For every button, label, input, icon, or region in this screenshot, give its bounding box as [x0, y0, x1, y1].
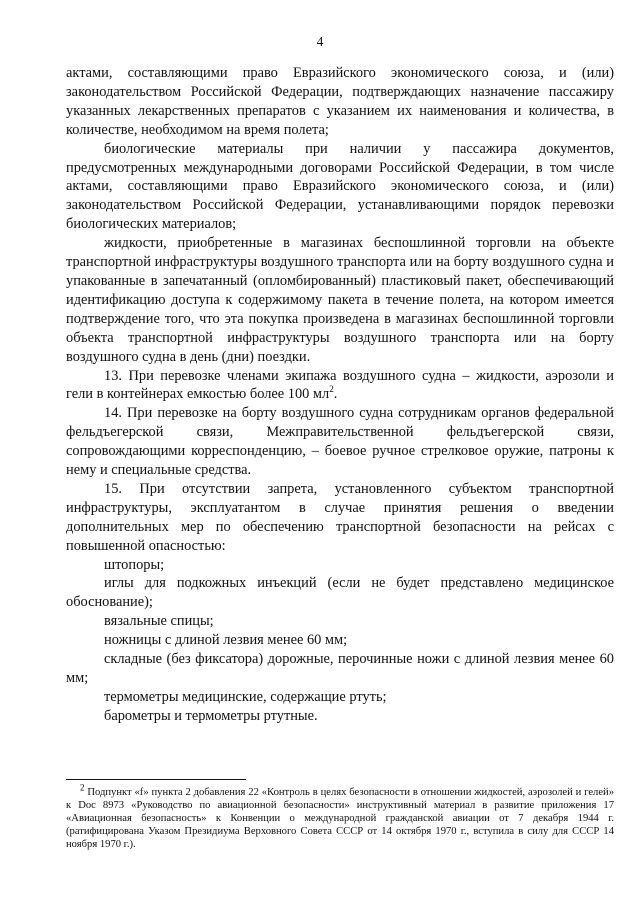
paragraph-item: [66, 404, 614, 480]
paragraph-item: [66, 234, 614, 366]
footnote: [66, 782, 614, 851]
paragraph-text: вязальные спицы;: [104, 613, 214, 630]
paragraph-text: актами, составляющими право Евразийского экономического союза, и (или) законодательством Российской Федерации, подтверждающих назначение пассажиру указанных лекарственных препаратов с указанием их наименования и количества, в количестве, необходимом на время полета;: [66, 65, 614, 138]
footnote-text: Подпункт «f» пункта 2 добавления 22 «Контроль в целях безопасности в отношении жидкостей, аэрозолей и гелей» к Doc 8973 «Руководство по авиационной безопасности» инструктивный материал в развитие приложения 17 «Авиационная безопасность» к Конвенции о международной гражданской авиации от 7 декабря 1944 г. (ратифицирована Указом Президиума Верховного Совета СССР от 14 октября 1970 г., вступила в силу для СССР 14 ноября 1970 г.).: [66, 787, 614, 851]
list-item: [66, 574, 614, 612]
paragraph-text: 14. При перевозке на борту воздушного судна сотрудникам органов федеральной фельдъегерской связи, Межправительственной фельдъегерской связи, сопровождающими корреспонденцию, – боевое ручное стрелковое оружие, патроны к нему и специальные средства.: [66, 405, 614, 479]
list-item: [66, 688, 614, 707]
footnote-divider: [66, 779, 246, 780]
list-item: [66, 612, 614, 631]
page-number: 4: [316, 34, 324, 49]
list-item: [66, 631, 614, 650]
paragraph-item: [66, 140, 614, 235]
list-item: [66, 556, 614, 575]
list-item: [66, 650, 614, 688]
footnote-ref: 2: [329, 384, 334, 395]
paragraph-text: 15. При отсутствии запрета, установленного субъектом транспортной инфраструктуры, эксплуатантом в случае принятия решения о введении дополнительных мер по обеспечению транспортной безопасности на рейсах с повышенной опасностью:: [66, 480, 614, 554]
paragraph-text: складные (без фиксатора) дорожные, перочинные ножи с длиной лезвия менее 60 мм;: [66, 651, 614, 686]
paragraph-text: жидкости, приобретенные в магазинах беспошлинной торговли на объекте транспортной инфраструктуры воздушного транспорта или на борту воздушного судна и упакованные в запечатанный (опломбированный) пластиковый пакет, обеспечивающий идентификацию доступа к содержимому пакета в течение полета, на котором имеется подтверждение того, что эта покупка произведена в магазинах беспошлинной торговли объекта транспортной инфраструктуры воздушного транспорта или на борту воздушного судна в день (дни) поездки.: [66, 235, 614, 365]
paragraph-text: ножницы с длиной лезвия менее 60 мм;: [104, 632, 348, 649]
paragraph-text: иглы для подкожных инъекций (если не будет представлено медицинское обоснование);: [66, 575, 614, 611]
document-body: [66, 64, 614, 726]
paragraph-text: барометры и термометры ртутные.: [104, 707, 318, 724]
footnote-marker: 2: [80, 782, 85, 793]
paragraph-text: биологические материалы при наличии у пассажира документов, предусмотренных международными договорами Российской Федерации, в том числе актами, составляющими право Евразийского экономического союза, и (или) законодательством Российской Федерации, устанавливающими порядок перевозки биологических материалов;: [66, 140, 614, 233]
paragraph-item: [66, 64, 614, 140]
paragraph-text: 13. При перевозке членами экипажа воздушного судна – жидкости, аэрозоли и гели в контейнерах емкостью более 100 мл: [66, 367, 614, 403]
paragraph-text-end: .: [333, 386, 338, 403]
list-item: [66, 707, 614, 726]
paragraph-item: [66, 480, 614, 556]
paragraph-text: термометры медицинские, содержащие ртуть;: [104, 688, 387, 705]
paragraph-item: [66, 367, 614, 405]
paragraph-text: штопоры;: [104, 556, 165, 573]
